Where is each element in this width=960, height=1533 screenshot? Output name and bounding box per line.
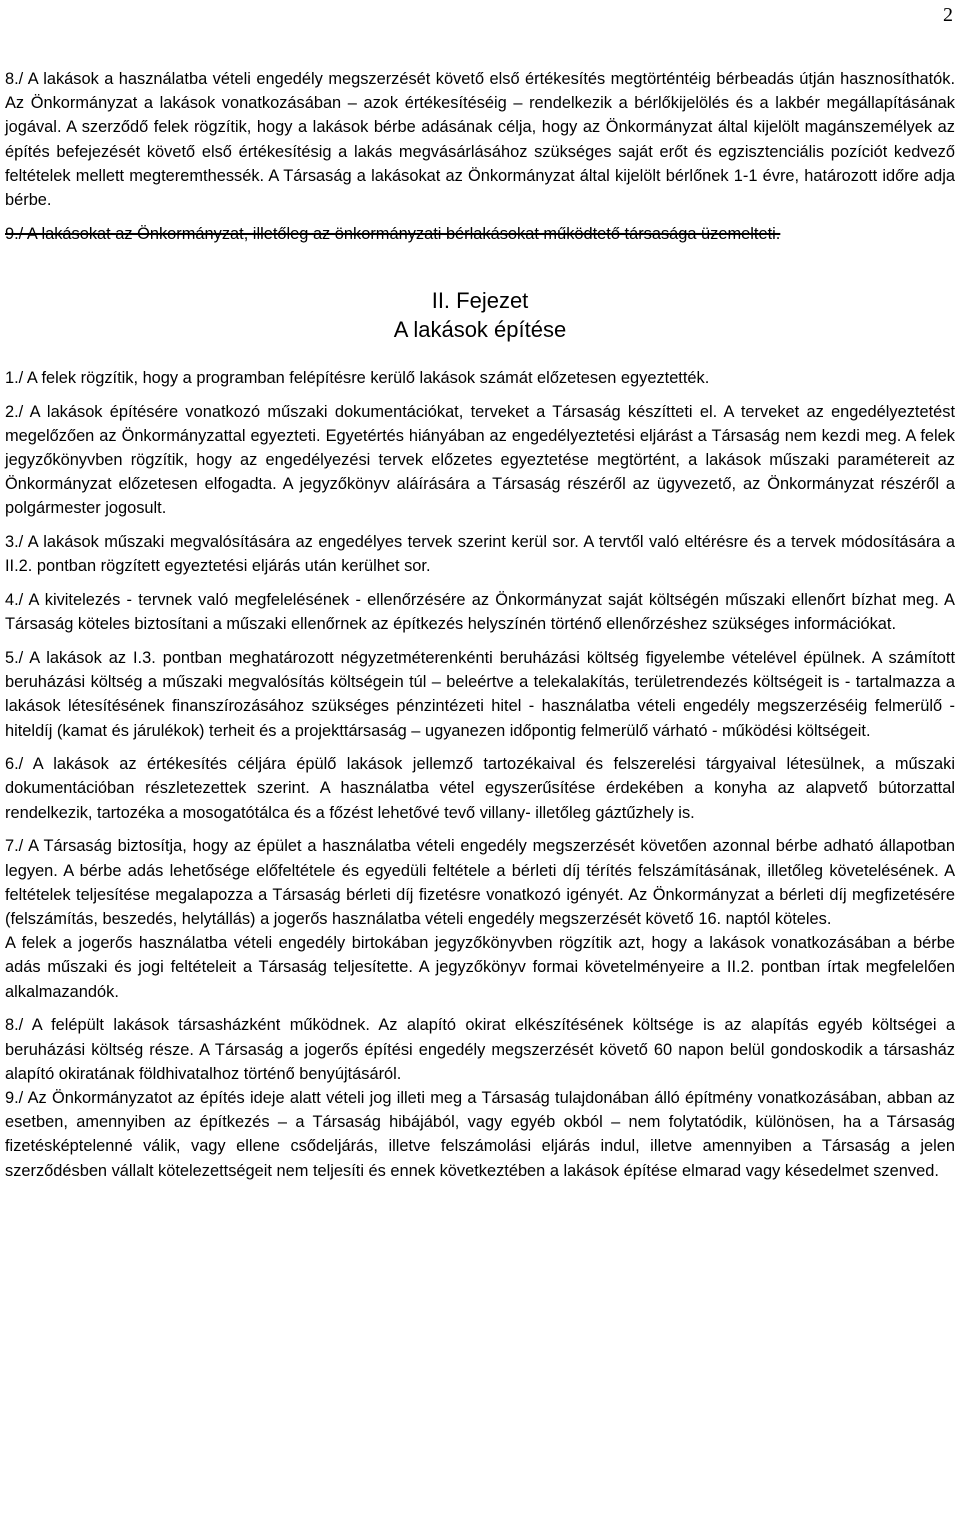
chapter-number: II. Fejezet bbox=[431, 287, 529, 313]
chapter-heading bbox=[5, 286, 955, 344]
section-6: 6./ A lakások az értékesítés céljára épülő lakások jellemző tartozékaival és felszerelési tárgyaival létesülnek, a műszaki dokumentációban részletezettek szerint. A használatba vétel egyszerűsítése érdekében a konyha az alapvető bútorzattal rendelkezik, tartozéka a mosogatótálca és a főzést lehetővé tevő villany- illetőleg gáztűzhely is. bbox=[5, 755, 955, 822]
document-body bbox=[5, 67, 955, 1183]
paragraph-9-struck: 9./ A lakásokat az Önkormányzat, illetőleg az önkormányzati bérlakásokat működtető társasága üzemelteti. bbox=[5, 224, 781, 243]
section-7-part-1: 7./ A Társaság biztosítja, hogy az épület a használatba vételi engedély megszerzését követően azonnal bérbe adható állapotban legyen. A bérbe adás lehetősége előfeltétele és egyedüli feltétele a bérleti díj térítés felszámításának, illetőleg követelésének. A feltételek teljesítése megalapozza a Társaság bérleti díj fizetésre vonatkozó igényét. Az Önkormányzat a bérleti díj megfizetésére (felszámítás, beszedés, helytállás) a jogerős használatba vételi engedély megszerzését követő 16. naptól köteles. bbox=[5, 837, 955, 928]
section-7-part-2: A felek a jogerős használatba vételi engedély birtokában jegyzőkönyvben rögzítik azt, hogy a lakások vonatkozásában a bérbe adás műszaki és jogi feltételeit a Társaság teljesítette. A jegyzőkönyv formai követelményeire a II.2. pontban írtak megfelelően alkalmazandók. bbox=[5, 934, 955, 1001]
section-4: 4./ A kivitelezés - tervnek való megfelelésének - ellenőrzésére az Önkormányzat saját költségén műszaki ellenőrt bízhat meg. A Társaság köteles biztosítani a műszaki ellenőrnek az építkezés helyszínén történő ellenőrzéshez szükséges információkat. bbox=[5, 591, 955, 634]
section-8: 8./ A felépült lakások társasházként működnek. Az alapító okirat elkészítésének költsége is az alapítás egyéb költségei a beruházási költség része. A Társaság a jogerős építési engedély megszerzését követő 60 napon belül gondoskodik a társasház alapító okiratának földhivatalhoz történő benyújtásáról. bbox=[5, 1016, 955, 1083]
chapter-title: A lakások építése bbox=[393, 316, 567, 342]
section-3: 3./ A lakások műszaki megvalósítására az engedélyes tervek szerint kerül sor. A tervtől való eltérésre és a tervek módosítására a II.2. pontban rögzített egyeztetési eljárás után kerülhet sor. bbox=[5, 533, 955, 576]
paragraph-8: 8./ A lakások a használatba vételi engedély megszerzését követő első értékesítés megtörténtéig bérbeadás útján hasznosíthatók. Az Önkormányzat a lakások vonatkozásában – azok értékesítéséig – rendelkezik a bérlőkijelölés és a lakbér megállapításának jogával. A szerződő felek rögzítik, hogy a lakások bérbe adásának célja, hogy az Önkormányzat által kijelölt magánszemélyek az építés befejezését követő első értékesítésig a lakás megvásárlásához szükséges saját erőt és egzisztenciális pozíciót kedvező feltételek mellett megteremthessék. A Társaság a lakásokat az Önkormányzat által kijelölt bérlőnek 1-1 évre, határozott időre adja bérbe. bbox=[5, 70, 955, 210]
section-9: 9./ Az Önkormányzatot az építés ideje alatt vételi jog illeti meg a Társaság tulajdonában álló építmény vonatkozásában, abban az esetben, amennyiben az építkezés – a Társaság hibájából, vagy egyéb okból – nem folytatódik, különösen, ha a Társaság fizetésképtelenné válik, vagy ellene csődeljárás, illetve felszámolási eljárás indul, illetve amennyiben a Társaság a jelen szerződésben vállalt kötelezettségeit nem teljesíti és ennek következtében a lakások építése elmarad vagy késedelmet szenved. bbox=[5, 1088, 955, 1180]
section-5: 5./ A lakások az I.3. pontban meghatározott négyzetméterenkénti beruházási költség figyelembe vételével épülnek. A számított beruházási költség a műszaki megvalósítás költségein túl – beleértve a telekalakítás, területrendezés költségeit is - tartalmazza a lakások létesítésének finanszírozásához szükséges pénzintézeti hitel - használatba vételi engedély megszerzéséig felmerülő - hiteldíj (kamat és járulékok) terheit és a projekttársaság – ugyanezen időpontig felmerülő várható - működési költségeit. bbox=[5, 648, 955, 740]
section-2: 2./ A lakások építésére vonatkozó műszaki dokumentációkat, terveket a Társaság készítteti el. A terveket az engedélyeztetést megelőzően az Önkormányzattal egyezteti. Egyetértés hiányában az engedélyeztetési eljárást a Társaság nem kezdi meg. A felek jegyzőkönyvben rögzítik, hogy az engedélyezési tervek előzetes egyeztetése megtörtént, a lakások műszaki paramétereit az Önkormányzat előzetesen elfogadta. A jegyzőkönyv aláírására a Társaság részéről az ügyvezető, az Önkormányzat részéről a polgármester jogosult. bbox=[5, 402, 955, 518]
page-number: 2 bbox=[943, 4, 953, 26]
section-1: 1./ A felek rögzítik, hogy a programban felépítésre kerülő lakások számát előzetesen egyeztették. bbox=[5, 368, 710, 387]
